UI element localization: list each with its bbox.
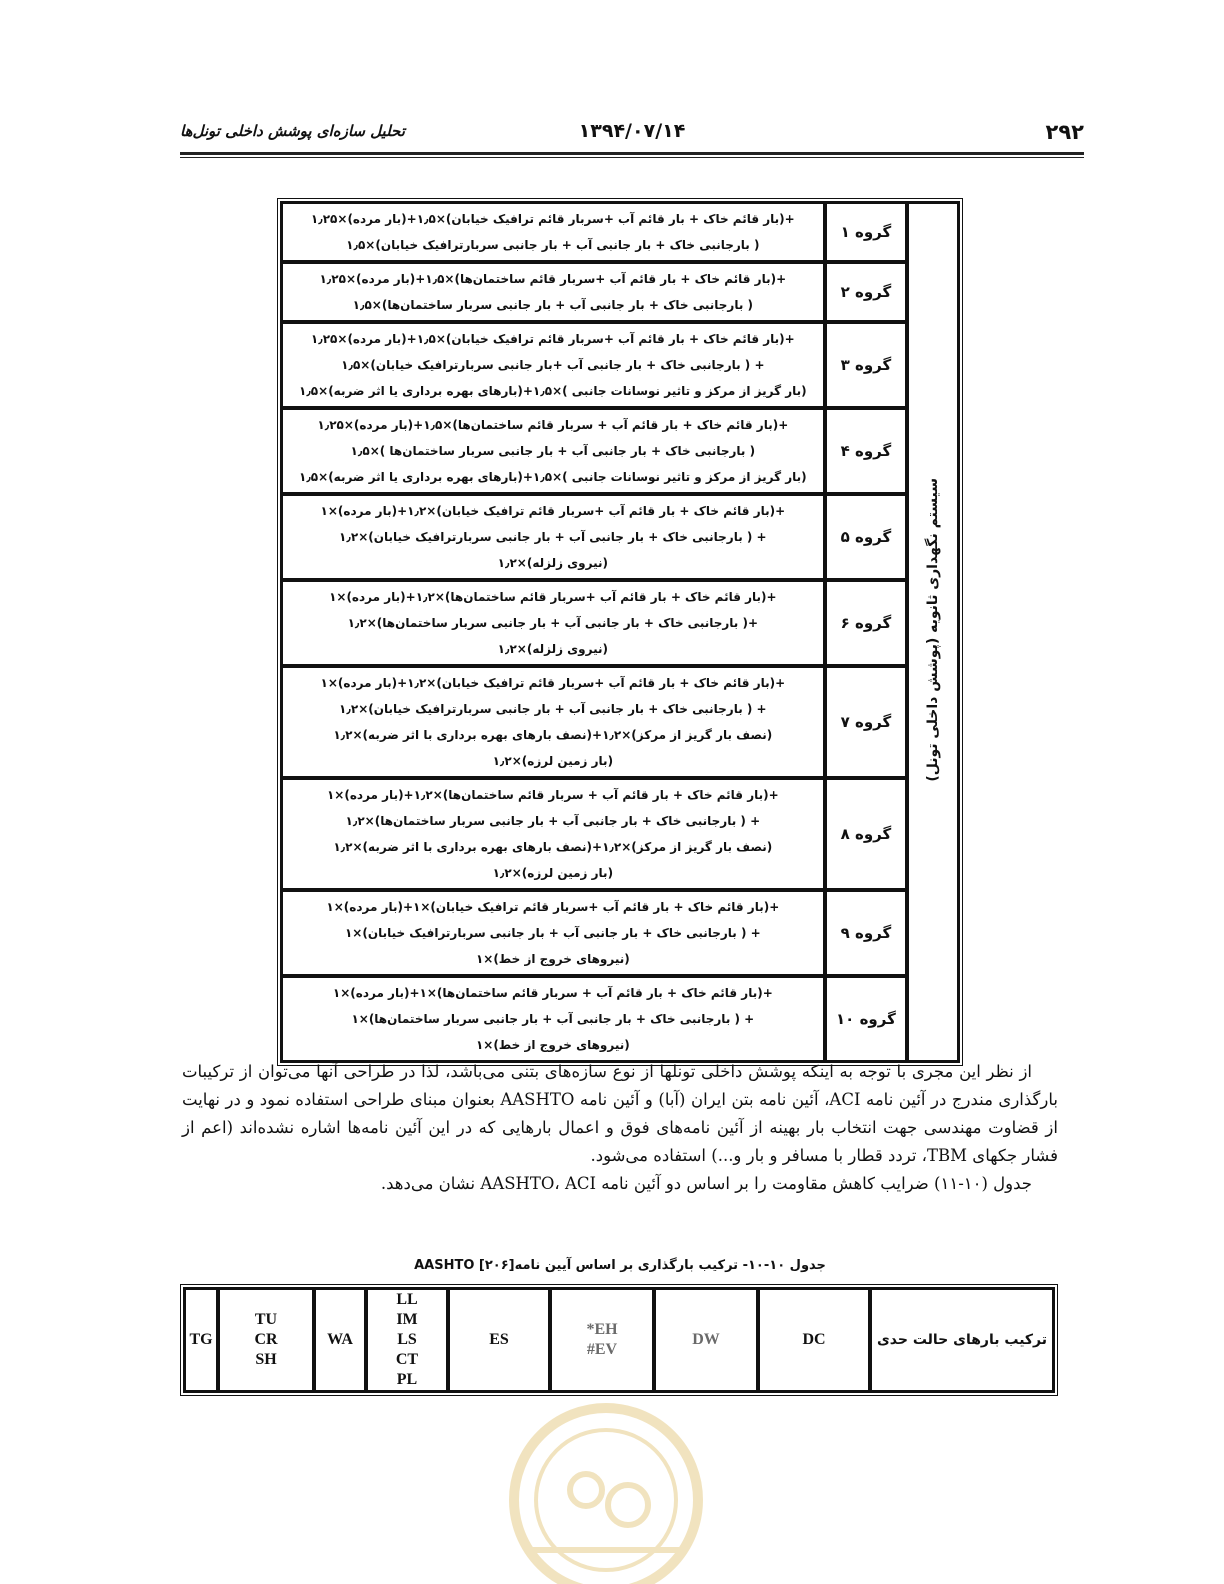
body-text	[182, 1058, 1058, 1198]
header-ll-group	[366, 1288, 448, 1392]
formula-line: (بار گریز از مرکز و تاثیر نوسانات جانبی )×۱٫۵+(بارهای بهره برداری یا اثر ضربه)×۱٫۵	[299, 470, 807, 484]
header-cr: CR	[254, 1331, 278, 1348]
group-formula	[281, 262, 825, 322]
header-ll: LL	[396, 1291, 418, 1308]
header-rule-thin	[180, 157, 1084, 158]
group-formula	[281, 322, 825, 408]
group-name: گروه ۶	[825, 580, 908, 666]
header-rule-thick	[180, 152, 1084, 155]
header-tu: TU	[254, 1311, 278, 1328]
header-dw: DW	[654, 1288, 758, 1392]
header-limit-state-combination: ترکیب بارهای حالت حدی	[870, 1288, 1054, 1392]
load-group-row	[281, 322, 959, 408]
page-number: ۲۹۲	[1045, 120, 1084, 144]
header-tg: TG	[184, 1288, 218, 1392]
group-formula	[281, 890, 825, 976]
group-formula	[281, 778, 825, 890]
body-paragraph-2: جدول (۱۰-۱۱) ضرایب کاهش مقاومت را بر اساس دو آئین نامه AASHTO، ACI نشان می‌دهد.	[380, 1174, 1032, 1193]
load-group-row	[281, 494, 959, 580]
group-formula	[281, 202, 825, 262]
group-name: گروه ۵	[825, 494, 908, 580]
formula-line: +(بار قائم خاک + بار قائم آب +سربار قائم ترافیک خیابان)×۱+(بار مرده)×۱	[326, 900, 780, 914]
group-formula	[281, 408, 825, 494]
group-formula	[281, 666, 825, 778]
group-formula	[281, 976, 825, 1062]
header-date: ۱۳۹۴/۰۷/۱۴	[578, 120, 686, 142]
header-sh: SH	[255, 1351, 277, 1368]
formula-line: ( بارجانبی خاک + بار جانبی آب + بار جانبی سربارترافیک خیابان)×۱٫۵	[346, 238, 760, 252]
group-name: گروه ۲	[825, 262, 908, 322]
formula-line: +(بار قائم خاک + بار قائم آب +سربار قائم ترافیک خیابان)×۱٫۲+(بار مرده)×۱	[320, 676, 786, 690]
header-eh: EH*	[586, 1321, 618, 1338]
page-header	[180, 118, 1084, 148]
group-name: گروه ۹	[825, 890, 908, 976]
formula-line: (بار زمین لرزه)×۱٫۲	[492, 866, 614, 880]
group-name: گروه ۱۰	[825, 976, 908, 1062]
formula-line: + ( بارجانبی خاک + بار جانبی آب + بار جانبی سربار ساختمان‌ها)×۱	[351, 1012, 755, 1026]
header-ct: CT	[395, 1351, 419, 1368]
group-name: گروه ۳	[825, 322, 908, 408]
formula-line: + ( بارجانبی خاک + بار جانبی آب + بار جانبی سربارترافیک خیابان)×۱	[344, 926, 761, 940]
formula-line: + ( بارجانبی خاک + بار جانبی آب + بار جانبی سربارترافیک خیابان)×۱٫۲	[339, 530, 767, 544]
formula-line: (نیروی زلزله)×۱٫۲	[497, 642, 608, 656]
formula-line: +( بارجانبی خاک + بار جانبی آب + بار جانبی سربار ساختمان‌ها)×۱٫۲	[347, 616, 759, 630]
header-ev: EV#	[586, 1341, 618, 1358]
group-name: گروه ۱	[825, 202, 908, 262]
load-groups-table	[277, 198, 963, 1066]
group-formula	[281, 494, 825, 580]
formula-line: +(بار قائم خاک + بار قائم آب +سربار قائم ترافیک خیابان)×۱٫۵+(بار مرده)×۱٫۲۵	[310, 332, 795, 346]
formula-line: (نیروهای خروج از خط)×۱	[475, 1038, 630, 1052]
load-group-row	[281, 976, 959, 1062]
formula-line: + ( بارجانبی خاک + بار جانبی آب +بار جانبی سربارترافیک خیابان)×۱٫۵	[341, 358, 765, 372]
watermark-seal-icon	[486, 1380, 726, 1584]
formula-line: ( بارجانبی خاک + بار جانبی آب + بار جانبی سربار ساختمان‌ها)×۱٫۵	[352, 298, 753, 312]
formula-line: (بار زمین لرزه)×۱٫۲	[492, 754, 614, 768]
load-group-row	[281, 778, 959, 890]
header-wa: WA	[314, 1288, 366, 1392]
formula-line: +(بار قائم خاک + بار قائم آب + سربار قائم ساختمان‌ها)×۱٫۲+(بار مرده)×۱	[326, 788, 779, 802]
header-pl: PL	[396, 1371, 418, 1388]
group-name: گروه ۷	[825, 666, 908, 778]
load-group-row	[281, 408, 959, 494]
group-name: گروه ۸	[825, 778, 908, 890]
formula-line: + ( بارجانبی خاک + بار جانبی آب + بار جانبی سربار ساختمان‌ها)×۱٫۲	[345, 814, 761, 828]
formula-line: (بار گریز از مرکز و تاثیر نوسانات جانبی )×۱٫۵+(بارهای بهره برداری یا اثر ضربه)×۱٫۵	[299, 384, 807, 398]
header-im: IM	[396, 1311, 418, 1328]
header-eh-ev	[550, 1288, 654, 1392]
formula-line: (نیروهای خروج از خط)×۱	[475, 952, 630, 966]
formula-line: +(بار قائم خاک + بار قائم آب + سربار قائم ساختمان‌ها)×۱+(بار مرده)×۱	[332, 986, 773, 1000]
header-ls: LS	[397, 1331, 417, 1348]
load-groups-body	[281, 202, 959, 1062]
group-formula	[281, 580, 825, 666]
load-group-row	[281, 580, 959, 666]
system-label: سیستم نگهداری ثانویه (پوشش داخلی تونل)	[925, 478, 942, 782]
formula-line: (نیروی زلزله)×۱٫۲	[497, 556, 608, 570]
formula-line: +(بار قائم خاک + بار قائم آب +سربار قائم ترافیک خیابان)×۱٫۲+(بار مرده)×۱	[320, 504, 786, 518]
group-name: گروه ۴	[825, 408, 908, 494]
load-group-row	[281, 666, 959, 778]
load-group-row	[281, 262, 959, 322]
header-title: تحلیل سازه‌ای پوشش داخلی تونل‌ها	[180, 122, 405, 140]
limit-state-header-row	[184, 1288, 1054, 1392]
header-es: ES	[448, 1288, 550, 1392]
load-group-row	[281, 202, 959, 262]
formula-line: (نصف بار گریز از مرکز)×۱٫۲+(نصف بارهای بهره برداری با اثر ضربه)×۱٫۲	[333, 728, 773, 742]
formula-line: ( بارجانبی خاک + بار جانبی آب + بار جانبی سربار ساختمان‌ها )×۱٫۵	[350, 444, 756, 458]
header-tu-group	[218, 1288, 314, 1392]
formula-line: (نصف بار گریز از مرکز)×۱٫۲+(نصف بارهای بهره برداری با اثر ضربه)×۱٫۲	[333, 840, 773, 854]
formula-line: +(بار قائم خاک + بار قائم آب +سربار قائم ترافیک خیابان)×۱٫۵+(بار مرده)×۱٫۲۵	[310, 212, 795, 226]
formula-line: +(بار قائم خاک + بار قائم آب + سربار قائم ساختمان‌ها)×۱٫۵+(بار مرده)×۱٫۲۵	[317, 418, 789, 432]
body-paragraph-1: از نظر این مجری با توجه به اینکه پوشش داخلی تونلها از نوع سازه‌های بتنی می‌باشد، لذا در طراحی آنها می‌توان از ترکیبات بارگذاری مندرج در آئین نامه ACI، آئین نامه بتن ایران (آبا) و آئین نامه AASHTO بعنوان مبنای طراحی استفاده نمود و در نهایت از قضاوت مهندسی جهت انتخاب بار بهینه از آئین نامه‌های فوق و اعمال بارهایی که در این آئین نامه‌ها اشاره نشده‌اند (اعم از فشار جکهای TBM، تردد قطار با مسافر و بار و...) استفاده می‌شود.	[182, 1062, 1058, 1165]
formula-line: +(بار قائم خاک + بار قائم آب +سربار قائم ساختمان‌ها)×۱٫۲+(بار مرده)×۱	[329, 590, 777, 604]
formula-line: +(بار قائم خاک + بار قائم آب +سربار قائم ساختمان‌ها)×۱٫۵+(بار مرده)×۱٫۲۵	[319, 272, 787, 286]
load-group-row	[281, 890, 959, 976]
system-label-cell	[907, 202, 959, 1062]
formula-line: + ( بارجانبی خاک + بار جانبی آب + بار جانبی سربارترافیک خیابان)×۱٫۲	[339, 702, 767, 716]
header-dc: DC	[758, 1288, 870, 1392]
table-caption: جدول ۱۰-۱۰- ترکیب بارگذاری بر اساس آیین نامهAASHTO [۲۰۶]	[414, 1258, 826, 1273]
